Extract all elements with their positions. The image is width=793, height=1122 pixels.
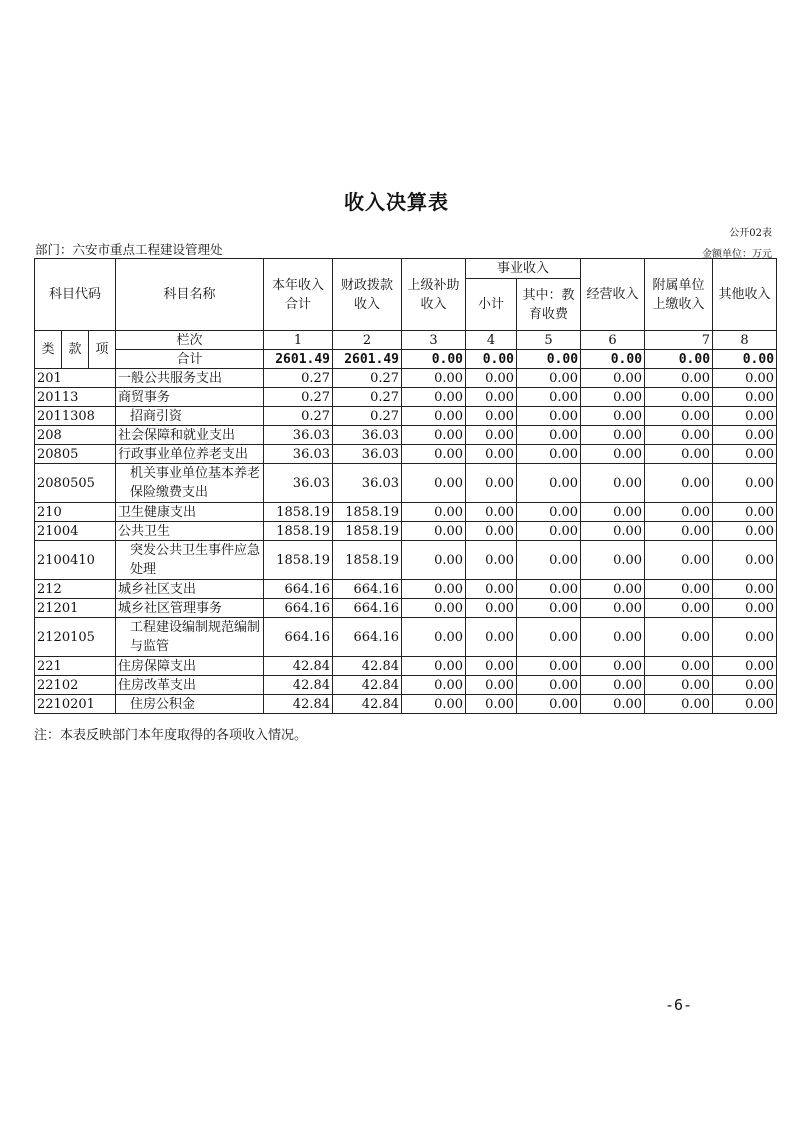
total-value: 0.00 xyxy=(713,350,777,369)
amount-cell: 0.00 xyxy=(517,657,581,676)
subject-name: 住房改革支出 xyxy=(116,676,264,695)
subject-code: 2011308 xyxy=(35,407,116,426)
amount-cell: 0.00 xyxy=(517,503,581,522)
amount-cell: 1858.19 xyxy=(333,522,402,541)
header-xiang: 项 xyxy=(89,331,116,369)
total-label: 合计 xyxy=(116,350,264,369)
subject-name: 城乡社区支出 xyxy=(116,580,264,599)
amount-cell: 0.00 xyxy=(402,580,466,599)
amount-cell: 0.00 xyxy=(713,426,777,445)
amount-cell: 0.00 xyxy=(466,618,517,657)
amount-cell: 0.00 xyxy=(581,407,645,426)
header-other-income: 其他收入 xyxy=(713,259,777,331)
amount-cell: 0.00 xyxy=(645,618,713,657)
subject-code: 21004 xyxy=(35,522,116,541)
amount-cell: 664.16 xyxy=(333,580,402,599)
amount-cell: 664.16 xyxy=(264,618,333,657)
total-value: 0.00 xyxy=(581,350,645,369)
amount-cell: 0.00 xyxy=(402,695,466,714)
amount-cell: 42.84 xyxy=(333,657,402,676)
amount-cell: 0.00 xyxy=(517,599,581,618)
subject-name: 住房公积金 xyxy=(116,695,264,714)
amount-cell: 0.00 xyxy=(645,369,713,388)
total-value: 0.00 xyxy=(466,350,517,369)
column-number: 3 xyxy=(402,331,466,350)
amount-cell: 0.00 xyxy=(581,599,645,618)
amount-cell: 0.27 xyxy=(333,407,402,426)
amount-cell: 0.00 xyxy=(645,541,713,580)
amount-cell: 0.00 xyxy=(645,503,713,522)
header-total-income: 本年收入 合计 xyxy=(264,259,333,331)
amount-cell: 0.00 xyxy=(713,695,777,714)
amount-cell: 0.00 xyxy=(581,388,645,407)
amount-cell: 36.03 xyxy=(333,464,402,503)
amount-cell: 0.00 xyxy=(645,464,713,503)
amount-cell: 0.00 xyxy=(402,541,466,580)
amount-cell: 0.00 xyxy=(713,407,777,426)
subject-name: 招商引资 xyxy=(116,407,264,426)
amount-cell: 0.00 xyxy=(466,695,517,714)
amount-cell: 0.00 xyxy=(402,657,466,676)
table-row xyxy=(35,618,777,657)
subject-name: 城乡社区管理事务 xyxy=(116,599,264,618)
amount-cell: 0.00 xyxy=(402,426,466,445)
column-number: 7 xyxy=(645,331,713,350)
amount-cell: 0.27 xyxy=(264,407,333,426)
header-kuan: 款 xyxy=(62,331,89,369)
table-row xyxy=(35,407,777,426)
header-lei: 类 xyxy=(35,331,62,369)
amount-cell: 42.84 xyxy=(264,676,333,695)
amount-cell: 0.00 xyxy=(645,407,713,426)
header-subtotal: 小计 xyxy=(466,279,517,331)
amount-cell: 36.03 xyxy=(264,445,333,464)
amount-cell: 0.00 xyxy=(466,522,517,541)
amount-cell: 0.00 xyxy=(713,580,777,599)
subject-code: 21201 xyxy=(35,599,116,618)
amount-cell: 0.00 xyxy=(466,541,517,580)
amount-cell: 664.16 xyxy=(264,580,333,599)
subject-code: 208 xyxy=(35,426,116,445)
amount-cell: 0.00 xyxy=(402,503,466,522)
amount-unit-label: 金额单位：万元 xyxy=(702,249,772,260)
table-row xyxy=(35,369,777,388)
amount-cell: 1858.19 xyxy=(264,541,333,580)
amount-cell: 0.00 xyxy=(645,445,713,464)
amount-cell: 0.00 xyxy=(581,522,645,541)
total-value: 0.00 xyxy=(402,350,466,369)
amount-cell: 0.00 xyxy=(517,445,581,464)
amount-cell: 0.00 xyxy=(402,388,466,407)
subject-code: 22102 xyxy=(35,676,116,695)
amount-cell: 0.00 xyxy=(402,522,466,541)
table-body xyxy=(35,369,777,714)
amount-cell: 1858.19 xyxy=(264,503,333,522)
amount-cell: 0.00 xyxy=(713,599,777,618)
subject-code: 2120105 xyxy=(35,618,116,657)
amount-cell: 0.00 xyxy=(581,676,645,695)
table-row xyxy=(35,464,777,503)
table-row xyxy=(35,445,777,464)
table-row xyxy=(35,426,777,445)
column-number: 1 xyxy=(264,331,333,350)
amount-cell: 0.00 xyxy=(517,580,581,599)
amount-cell: 664.16 xyxy=(333,599,402,618)
amount-cell: 0.00 xyxy=(645,580,713,599)
amount-cell: 0.00 xyxy=(713,522,777,541)
amount-cell: 0.00 xyxy=(402,599,466,618)
subject-name: 机关事业单位基本养老保险缴费支出 xyxy=(116,464,264,503)
total-value: 2601.49 xyxy=(333,350,402,369)
header-education-fees: 其中：教 育收费 xyxy=(517,279,581,331)
amount-cell: 664.16 xyxy=(333,618,402,657)
amount-cell: 0.00 xyxy=(713,657,777,676)
income-statement-table xyxy=(34,258,777,714)
amount-cell: 0.00 xyxy=(713,445,777,464)
subject-code: 221 xyxy=(35,657,116,676)
department-label: 部门：六安市重点工程建设管理处 xyxy=(35,242,223,257)
amount-cell: 36.03 xyxy=(264,464,333,503)
header-column-index: 栏次 xyxy=(116,331,264,350)
amount-cell: 0.00 xyxy=(581,657,645,676)
form-number: 公开02表 xyxy=(729,228,772,239)
table-header xyxy=(35,259,777,369)
amount-cell: 0.00 xyxy=(581,580,645,599)
subject-code: 210 xyxy=(35,503,116,522)
amount-cell: 0.00 xyxy=(713,388,777,407)
column-number: 8 xyxy=(713,331,777,350)
header-operating-income: 经营收入 xyxy=(581,259,645,331)
table-row xyxy=(35,503,777,522)
page-number: -6- xyxy=(665,996,693,1014)
subject-name: 卫生健康支出 xyxy=(116,503,264,522)
amount-cell: 0.00 xyxy=(581,503,645,522)
amount-cell: 36.03 xyxy=(264,426,333,445)
table-note: 注：本表反映部门本年度取得的各项收入情况。 xyxy=(34,728,308,743)
amount-cell: 42.84 xyxy=(333,695,402,714)
total-value: 0.00 xyxy=(645,350,713,369)
amount-cell: 0.00 xyxy=(402,676,466,695)
header-fiscal-income: 财政拨款 收入 xyxy=(333,259,402,331)
subject-name: 住房保障支出 xyxy=(116,657,264,676)
subject-name: 商贸事务 xyxy=(116,388,264,407)
column-number: 2 xyxy=(333,331,402,350)
amount-cell: 0.00 xyxy=(466,599,517,618)
amount-cell: 0.00 xyxy=(713,618,777,657)
amount-cell: 0.00 xyxy=(645,522,713,541)
header-superior-subsidy: 上级补助 收入 xyxy=(402,259,466,331)
amount-cell: 0.00 xyxy=(402,464,466,503)
amount-cell: 1858.19 xyxy=(333,503,402,522)
amount-cell: 0.00 xyxy=(466,580,517,599)
table-row xyxy=(35,580,777,599)
header-code: 科目代码 xyxy=(35,259,116,331)
table-row xyxy=(35,695,777,714)
amount-cell: 0.00 xyxy=(645,676,713,695)
amount-cell: 0.00 xyxy=(517,426,581,445)
amount-cell: 42.84 xyxy=(333,676,402,695)
subject-name: 社会保障和就业支出 xyxy=(116,426,264,445)
subject-code: 2210201 xyxy=(35,695,116,714)
amount-cell: 0.00 xyxy=(713,541,777,580)
amount-cell: 0.00 xyxy=(466,426,517,445)
page-title: 收入决算表 xyxy=(344,190,449,214)
subject-name: 突发公共卫生事件应急处理 xyxy=(116,541,264,580)
amount-cell: 0.27 xyxy=(333,388,402,407)
amount-cell: 0.00 xyxy=(517,522,581,541)
subject-name: 一般公共服务支出 xyxy=(116,369,264,388)
column-number: 4 xyxy=(466,331,517,350)
amount-cell: 0.00 xyxy=(645,695,713,714)
subject-code: 212 xyxy=(35,580,116,599)
subject-code: 20113 xyxy=(35,388,116,407)
amount-cell: 0.27 xyxy=(333,369,402,388)
subject-name: 公共卫生 xyxy=(116,522,264,541)
amount-cell: 0.00 xyxy=(466,464,517,503)
subject-name: 工程建设编制规范编制与监管 xyxy=(116,618,264,657)
amount-cell: 0.27 xyxy=(264,388,333,407)
header-business-income: 事业收入 xyxy=(466,259,581,279)
subject-code: 2100410 xyxy=(35,541,116,580)
subject-name: 行政事业单位养老支出 xyxy=(116,445,264,464)
header-affiliated-income: 附属单位 上缴收入 xyxy=(645,259,713,331)
amount-cell: 1858.19 xyxy=(264,522,333,541)
subject-code: 2080505 xyxy=(35,464,116,503)
amount-cell: 0.00 xyxy=(581,369,645,388)
column-number: 6 xyxy=(581,331,645,350)
amount-cell: 0.00 xyxy=(645,599,713,618)
amount-cell: 0.00 xyxy=(713,676,777,695)
amount-cell: 0.00 xyxy=(517,464,581,503)
table-row xyxy=(35,522,777,541)
amount-cell: 1858.19 xyxy=(333,541,402,580)
amount-cell: 0.27 xyxy=(264,369,333,388)
header-name: 科目名称 xyxy=(116,259,264,331)
amount-cell: 36.03 xyxy=(333,426,402,445)
amount-cell: 0.00 xyxy=(402,407,466,426)
amount-cell: 0.00 xyxy=(713,464,777,503)
amount-cell: 0.00 xyxy=(466,407,517,426)
amount-cell: 42.84 xyxy=(264,657,333,676)
amount-cell: 0.00 xyxy=(466,388,517,407)
total-value: 0.00 xyxy=(517,350,581,369)
amount-cell: 0.00 xyxy=(581,445,645,464)
table-row xyxy=(35,388,777,407)
amount-cell: 0.00 xyxy=(517,407,581,426)
amount-cell: 0.00 xyxy=(517,369,581,388)
amount-cell: 0.00 xyxy=(581,426,645,445)
amount-cell: 0.00 xyxy=(402,618,466,657)
table-row xyxy=(35,541,777,580)
amount-cell: 664.16 xyxy=(264,599,333,618)
amount-cell: 0.00 xyxy=(402,445,466,464)
amount-cell: 0.00 xyxy=(466,369,517,388)
amount-cell: 0.00 xyxy=(517,695,581,714)
amount-cell: 0.00 xyxy=(517,541,581,580)
amount-cell: 0.00 xyxy=(581,618,645,657)
amount-cell: 0.00 xyxy=(466,676,517,695)
amount-cell: 0.00 xyxy=(581,695,645,714)
amount-cell: 0.00 xyxy=(402,369,466,388)
amount-cell: 0.00 xyxy=(466,657,517,676)
amount-cell: 0.00 xyxy=(713,369,777,388)
amount-cell: 0.00 xyxy=(645,388,713,407)
amount-cell: 0.00 xyxy=(645,426,713,445)
subject-code: 20805 xyxy=(35,445,116,464)
amount-cell: 0.00 xyxy=(645,657,713,676)
amount-cell: 42.84 xyxy=(264,695,333,714)
total-value: 2601.49 xyxy=(264,350,333,369)
amount-cell: 0.00 xyxy=(466,503,517,522)
amount-cell: 0.00 xyxy=(581,464,645,503)
amount-cell: 0.00 xyxy=(517,618,581,657)
subject-code: 201 xyxy=(35,369,116,388)
amount-cell: 0.00 xyxy=(466,445,517,464)
table-row xyxy=(35,676,777,695)
amount-cell: 0.00 xyxy=(713,503,777,522)
total-row xyxy=(35,350,777,369)
amount-cell: 0.00 xyxy=(517,676,581,695)
amount-cell: 36.03 xyxy=(333,445,402,464)
table-row xyxy=(35,657,777,676)
table-row xyxy=(35,599,777,618)
column-number: 5 xyxy=(517,331,581,350)
amount-cell: 0.00 xyxy=(517,388,581,407)
amount-cell: 0.00 xyxy=(581,541,645,580)
